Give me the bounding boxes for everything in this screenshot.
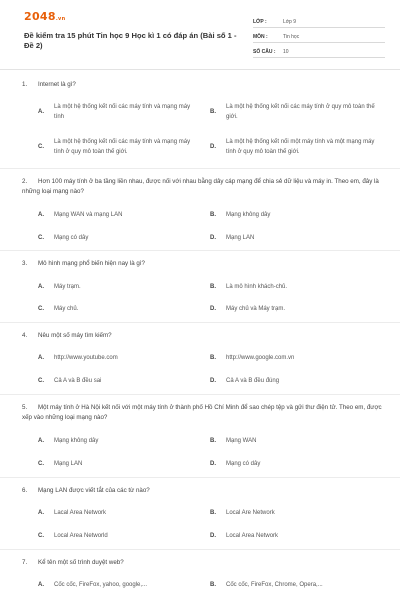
question-number: 7. <box>22 559 28 566</box>
option-text: Mạng LAN <box>226 235 255 241</box>
question-6-option-c[interactable] <box>38 531 198 541</box>
question-7-text <box>22 558 382 568</box>
question-3-option-a[interactable] <box>38 282 198 292</box>
option-text: Máy chủ và Máy trạm. <box>226 306 286 312</box>
quiz-meta <box>253 14 385 59</box>
question-body: Một máy tính ở Hà Nội kết nối với một máy tính ở thành phố Hồ Chí Minh để sao chép tệp và gửi thư điện tử. Theo em, được xếp vào những loại mạng nào? <box>22 404 382 421</box>
question-body: Kể tên một số trình duyệt web? <box>38 559 124 566</box>
option-letter: D. <box>210 378 216 384</box>
question-body: Mô hình mạng phổ biến hiện nay là gì? <box>38 260 145 267</box>
option-letter: B. <box>210 438 216 444</box>
option-text: Là một hệ thống kết nối một máy tính và một mạng máy tính ở quy mô toàn thế giới. <box>226 139 375 155</box>
question-3-option-d[interactable] <box>210 304 382 314</box>
question-4-option-d[interactable] <box>210 376 382 386</box>
option-letter: D. <box>210 235 216 241</box>
question-3-option-c[interactable] <box>38 304 198 314</box>
question-4-option-a[interactable] <box>38 353 198 363</box>
meta-label: LỚP : <box>253 19 267 25</box>
option-letter: A. <box>38 438 44 444</box>
question-1-text <box>22 80 382 90</box>
question-6-option-d[interactable] <box>210 531 382 541</box>
question-number: 2. <box>22 178 28 185</box>
question-body: Internet là gì? <box>38 81 76 88</box>
question-number: 5. <box>22 404 28 411</box>
question-divider <box>0 394 400 395</box>
question-6-option-b[interactable] <box>210 508 382 518</box>
question-2-option-d[interactable] <box>210 233 382 243</box>
question-number: 4. <box>22 332 28 339</box>
question-5-text <box>22 403 382 423</box>
option-letter: A. <box>38 284 44 290</box>
logo-tld: .vn <box>55 16 66 22</box>
question-6-option-a[interactable] <box>38 508 198 518</box>
option-letter: B. <box>210 355 216 361</box>
question-1-option-b[interactable] <box>210 102 382 122</box>
option-letter: B. <box>210 212 216 218</box>
logo-main: 2048 <box>24 10 56 23</box>
option-letter: B. <box>210 284 216 290</box>
question-5-option-b[interactable] <box>210 436 382 446</box>
question-body: Hơn 100 máy tính ở ba tầng liền nhau, được nối với nhau bằng dây cáp mạng để chia sẻ dữ liệu và máy in. Theo em, đây là những loại mạng nào? <box>22 178 379 195</box>
option-letter: A. <box>38 109 44 115</box>
option-text: Mạng LAN <box>54 461 83 467</box>
question-7-option-b[interactable] <box>210 580 382 590</box>
meta-subject <box>253 29 385 43</box>
option-text: Mạng có dây <box>54 235 89 241</box>
question-4-text <box>22 331 382 341</box>
option-letter: D. <box>210 461 216 467</box>
question-5-option-d[interactable] <box>210 459 382 469</box>
option-text: Máy chủ. <box>54 306 79 312</box>
question-number: 3. <box>22 260 28 267</box>
question-divider <box>0 168 400 169</box>
question-4-option-b[interactable] <box>210 353 382 363</box>
option-letter: D. <box>210 306 216 312</box>
meta-value: 10 <box>283 49 289 55</box>
question-body: Mạng LAN được viết tắt của các từ nào? <box>38 487 150 494</box>
question-1-option-d[interactable] <box>210 137 382 157</box>
option-text: http://www.google.com.vn <box>226 355 295 361</box>
option-text: Cả A và B đều sai <box>54 378 102 384</box>
question-5-option-a[interactable] <box>38 436 198 446</box>
option-text: http://www.youtube.com <box>54 355 118 361</box>
header-divider <box>0 69 400 70</box>
option-letter: D. <box>210 533 216 539</box>
option-text: Lacal Area Network <box>54 510 107 516</box>
option-letter: A. <box>38 582 44 588</box>
question-divider <box>0 549 400 550</box>
option-text: Cốc cốc, FireFox, yahoo, google,... <box>54 582 148 588</box>
question-divider <box>0 322 400 323</box>
page-title: Đề kiểm tra 15 phút Tin học 9 Học kì 1 có đáp án (Bài số 1 - Đề 2) <box>24 31 237 50</box>
question-3-option-b[interactable] <box>210 282 382 292</box>
option-letter: B. <box>210 109 216 115</box>
option-text: Cả A và B đều đúng <box>226 378 280 384</box>
question-2-text <box>22 177 382 197</box>
option-text: Mạng WAN <box>226 438 257 444</box>
option-letter: B. <box>210 510 216 516</box>
option-text: Local Area Networld <box>54 533 108 539</box>
question-3-text <box>22 259 382 269</box>
question-2-option-a[interactable] <box>38 210 198 220</box>
option-text: Mạng WAN và mạng LAN <box>54 212 123 218</box>
question-divider <box>0 477 400 478</box>
option-text: Mạng không dây <box>226 212 271 218</box>
option-letter: A. <box>38 212 44 218</box>
option-text: Mạng có dây <box>226 461 261 467</box>
option-text: Cốc cốc, FireFox, Chrome, Opera,... <box>226 582 323 588</box>
meta-class <box>253 14 385 28</box>
option-letter: C. <box>38 235 44 241</box>
page-header <box>0 0 400 66</box>
option-text: Local Are Network <box>226 510 275 516</box>
option-text: Local Area Network <box>226 533 279 539</box>
option-text: Mạng không dây <box>54 438 99 444</box>
option-letter: C. <box>38 461 44 467</box>
option-text: Máy trạm. <box>54 284 81 290</box>
option-text: Là mô hình khách-chủ. <box>226 284 288 290</box>
meta-label: MÔN : <box>253 34 268 40</box>
question-6-text <box>22 486 382 496</box>
option-letter: B. <box>210 582 216 588</box>
question-number: 6. <box>22 487 28 494</box>
option-letter: A. <box>38 510 44 516</box>
question-5-option-c[interactable] <box>38 459 198 469</box>
question-7-option-a[interactable] <box>38 580 198 590</box>
question-2-option-b[interactable] <box>210 210 382 220</box>
option-letter: D. <box>210 144 216 150</box>
option-letter: C. <box>38 378 44 384</box>
question-number: 1. <box>22 81 28 88</box>
question-2-option-c[interactable] <box>38 233 198 243</box>
question-body: Nêu một số máy tìm kiếm? <box>38 332 112 339</box>
option-text: Là một hệ thống kết nối các máy tính và mạng máy tính ở quy mô toàn thế giới. <box>54 139 191 155</box>
option-text: Là một hệ thống kết nối các máy tính ở quy mô toàn thế giới. <box>226 104 375 120</box>
meta-value: Lớp 9 <box>283 19 297 25</box>
option-text: Là một hệ thống kết nối các máy tính và mạng máy tính <box>54 104 191 120</box>
option-letter: C. <box>38 306 44 312</box>
question-1-option-a[interactable] <box>38 102 198 122</box>
meta-label: SỐ CÂU : <box>253 49 276 55</box>
option-letter: C. <box>38 533 44 539</box>
meta-question-count <box>253 44 385 58</box>
question-divider <box>0 250 400 251</box>
question-1-option-c[interactable] <box>38 137 198 157</box>
option-letter: C. <box>38 144 44 150</box>
meta-value: Tin học <box>283 34 300 40</box>
question-4-option-c[interactable] <box>38 376 198 386</box>
option-letter: A. <box>38 355 44 361</box>
